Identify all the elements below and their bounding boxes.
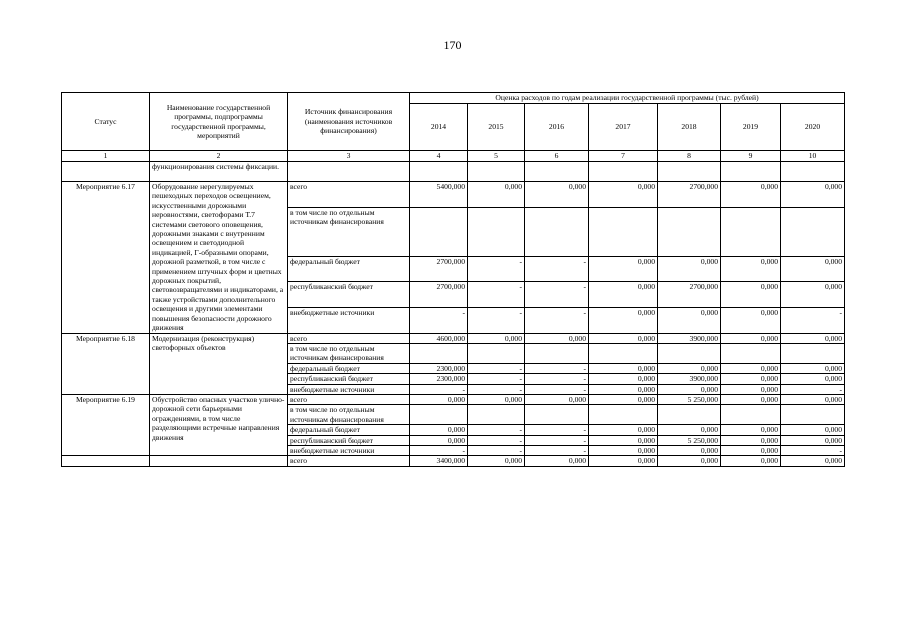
column-number: 10 [781, 151, 845, 162]
value-cell [410, 343, 468, 363]
table-row [62, 182, 845, 208]
value-cell: 0,000 [589, 307, 658, 333]
value-cell: 0,000 [410, 425, 468, 435]
value-cell: 0,000 [589, 182, 658, 208]
value-cell: 0,000 [589, 363, 658, 373]
value-cell: 0,000 [589, 384, 658, 394]
value-cell: 3900,000 [658, 374, 721, 384]
continuation-text: функционирования системы фиксации. [150, 162, 288, 182]
header-year: 2015 [468, 104, 525, 151]
header-source: Источник финансирования (наименования источников финансирования) [288, 93, 410, 151]
value-cell: 0,000 [589, 374, 658, 384]
value-cell: - [525, 374, 589, 384]
funding-source: федеральный бюджет [288, 256, 410, 282]
expense-table [61, 92, 845, 467]
value-cell: - [468, 384, 525, 394]
value-cell: 0,000 [721, 307, 781, 333]
column-number: 7 [589, 151, 658, 162]
value-cell: - [525, 363, 589, 373]
value-cell: - [468, 445, 525, 455]
table-row [62, 333, 845, 343]
column-number: 4 [410, 151, 468, 162]
value-cell [525, 207, 589, 256]
table-body [62, 151, 845, 467]
column-number: 3 [288, 151, 410, 162]
value-cell: - [468, 435, 525, 445]
value-cell: 0,000 [721, 282, 781, 308]
value-cell: - [410, 307, 468, 333]
value-cell [468, 405, 525, 425]
value-cell: 5400,000 [410, 182, 468, 208]
value-cell: 4600,000 [410, 333, 468, 343]
value-cell [589, 343, 658, 363]
value-cell [589, 207, 658, 256]
funding-source: федеральный бюджет [288, 363, 410, 373]
value-cell: 0,000 [658, 256, 721, 282]
value-cell: 0,000 [658, 445, 721, 455]
column-number: 9 [721, 151, 781, 162]
value-cell: 0,000 [721, 182, 781, 208]
funding-source: в том числе по отдельным источникам финансирования [288, 405, 410, 425]
funding-source: в том числе по отдельным источникам финансирования [288, 207, 410, 256]
funding-source: в том числе по отдельным источникам финансирования [288, 343, 410, 363]
value-cell [781, 405, 845, 425]
value-cell: 0,000 [658, 363, 721, 373]
measure-status: Мероприятие 6.17 [62, 182, 150, 334]
value-cell: 0,000 [781, 394, 845, 404]
value-cell: - [410, 445, 468, 455]
value-cell: 0,000 [658, 425, 721, 435]
column-number: 1 [62, 151, 150, 162]
value-cell [658, 207, 721, 256]
column-number: 6 [525, 151, 589, 162]
value-cell: 0,000 [525, 456, 589, 466]
value-cell: 0,000 [721, 394, 781, 404]
value-cell: 0,000 [525, 333, 589, 343]
value-cell: 0,000 [589, 333, 658, 343]
header-name: Наименование государственной программы, подпрограммы государственной программы, мероприятий [150, 93, 288, 151]
funding-source: всего [288, 456, 410, 466]
funding-source: федеральный бюджет [288, 425, 410, 435]
column-number: 2 [150, 151, 288, 162]
value-cell: 0,000 [721, 445, 781, 455]
value-cell: 0,000 [525, 182, 589, 208]
value-cell: 0,000 [781, 256, 845, 282]
measure-name: Модернизация (реконструкция) светофорных объектов [150, 333, 288, 394]
value-cell: 0,000 [410, 394, 468, 404]
page-number: 170 [443, 38, 462, 52]
header-year: 2017 [589, 104, 658, 151]
table-row [62, 394, 845, 404]
measure-status: Мероприятие 6.18 [62, 333, 150, 394]
value-cell: - [525, 256, 589, 282]
value-cell: 0,000 [721, 374, 781, 384]
funding-source: внебюджетные источники [288, 307, 410, 333]
value-cell: 0,000 [589, 445, 658, 455]
continuation-row [62, 162, 845, 182]
funding-source: всего [288, 333, 410, 343]
value-cell [410, 405, 468, 425]
funding-source: всего [288, 182, 410, 208]
value-cell: 2700,000 [658, 282, 721, 308]
value-cell: - [468, 425, 525, 435]
header-year: 2014 [410, 104, 468, 151]
funding-source: республиканский бюджет [288, 435, 410, 445]
funding-source: внебюджетные источники [288, 445, 410, 455]
funding-source: республиканский бюджет [288, 374, 410, 384]
value-cell: - [525, 435, 589, 445]
value-cell [721, 343, 781, 363]
header-status: Статус [62, 93, 150, 151]
value-cell: 5 250,000 [658, 394, 721, 404]
value-cell: - [468, 307, 525, 333]
value-cell: 0,000 [721, 435, 781, 445]
measure-status: Мероприятие 6.19 [62, 394, 150, 455]
value-cell: - [525, 282, 589, 308]
value-cell: 0,000 [721, 456, 781, 466]
header-estimate: Оценка расходов по годам реализации государственной программы (тыс. рублей) [410, 93, 845, 104]
header-year: 2018 [658, 104, 721, 151]
value-cell: 0,000 [721, 425, 781, 435]
value-cell: 0,000 [525, 394, 589, 404]
value-cell: 0,000 [781, 363, 845, 373]
value-cell [721, 405, 781, 425]
value-cell: - [525, 307, 589, 333]
value-cell: 5 250,000 [658, 435, 721, 445]
value-cell [525, 405, 589, 425]
value-cell: 2700,000 [658, 182, 721, 208]
column-numbers-row [62, 151, 845, 162]
value-cell: 0,000 [468, 333, 525, 343]
value-cell: 0,000 [721, 256, 781, 282]
value-cell: 0,000 [658, 456, 721, 466]
value-cell [721, 207, 781, 256]
value-cell: 0,000 [781, 425, 845, 435]
value-cell: 0,000 [468, 394, 525, 404]
value-cell: 0,000 [721, 333, 781, 343]
value-cell: 0,000 [781, 374, 845, 384]
value-cell [781, 207, 845, 256]
value-cell: 0,000 [589, 256, 658, 282]
value-cell: 0,000 [781, 456, 845, 466]
value-cell: 0,000 [589, 425, 658, 435]
value-cell: 0,000 [589, 435, 658, 445]
funding-source: республиканский бюджет [288, 282, 410, 308]
value-cell: 2700,000 [410, 256, 468, 282]
value-cell [781, 343, 845, 363]
value-cell: - [781, 384, 845, 394]
value-cell: 0,000 [721, 384, 781, 394]
value-cell: 0,000 [781, 435, 845, 445]
funding-source: внебюджетные источники [288, 384, 410, 394]
value-cell: 0,000 [658, 307, 721, 333]
value-cell: 2300,000 [410, 374, 468, 384]
value-cell: 0,000 [468, 456, 525, 466]
value-cell: 0,000 [410, 435, 468, 445]
measure-name: Обустройство опасных участков улично-дорожной сети барьерными ограждениями, в том числе разделяющими встречные направления движения [150, 394, 288, 455]
value-cell: 2300,000 [410, 363, 468, 373]
value-cell: 0,000 [468, 182, 525, 208]
value-cell: - [525, 425, 589, 435]
value-cell: - [468, 374, 525, 384]
value-cell: - [781, 307, 845, 333]
header-year: 2019 [721, 104, 781, 151]
value-cell: 0,000 [589, 394, 658, 404]
header-year: 2016 [525, 104, 589, 151]
value-cell: - [781, 445, 845, 455]
value-cell [410, 207, 468, 256]
value-cell: 0,000 [589, 456, 658, 466]
value-cell [468, 343, 525, 363]
value-cell: - [468, 363, 525, 373]
column-number: 5 [468, 151, 525, 162]
value-cell: - [410, 384, 468, 394]
value-cell: - [525, 384, 589, 394]
value-cell: - [468, 256, 525, 282]
value-cell: - [525, 445, 589, 455]
table-row [62, 456, 845, 466]
value-cell: 2700,000 [410, 282, 468, 308]
value-cell [589, 405, 658, 425]
value-cell [468, 207, 525, 256]
value-cell: 0,000 [589, 282, 658, 308]
value-cell: 0,000 [781, 182, 845, 208]
value-cell: 0,000 [721, 363, 781, 373]
value-cell [658, 405, 721, 425]
column-number: 8 [658, 151, 721, 162]
measure-name: Оборудование нерегулируемых пешеходных переходов освещением, искусственными дорожными неровностями, светофорами Т.7 системами светового оповещения, дорожными знаками с внутренним освещением и светодиодной индикацией, Г-образными опорами, дорожной разметкой, в том числе с применением штучных форм и цветных дорожных покрытий, световозвращателями и индикаторами, а также устройствами дополнительного освещения и другими элементами повышения безопасности дорожного движения [150, 182, 288, 334]
funding-source: всего [288, 394, 410, 404]
value-cell: 0,000 [781, 333, 845, 343]
header-year: 2020 [781, 104, 845, 151]
value-cell [658, 343, 721, 363]
value-cell: 0,000 [658, 384, 721, 394]
value-cell [525, 343, 589, 363]
value-cell: 3900,000 [658, 333, 721, 343]
value-cell: 3400,000 [410, 456, 468, 466]
value-cell: 0,000 [781, 282, 845, 308]
value-cell: - [468, 282, 525, 308]
